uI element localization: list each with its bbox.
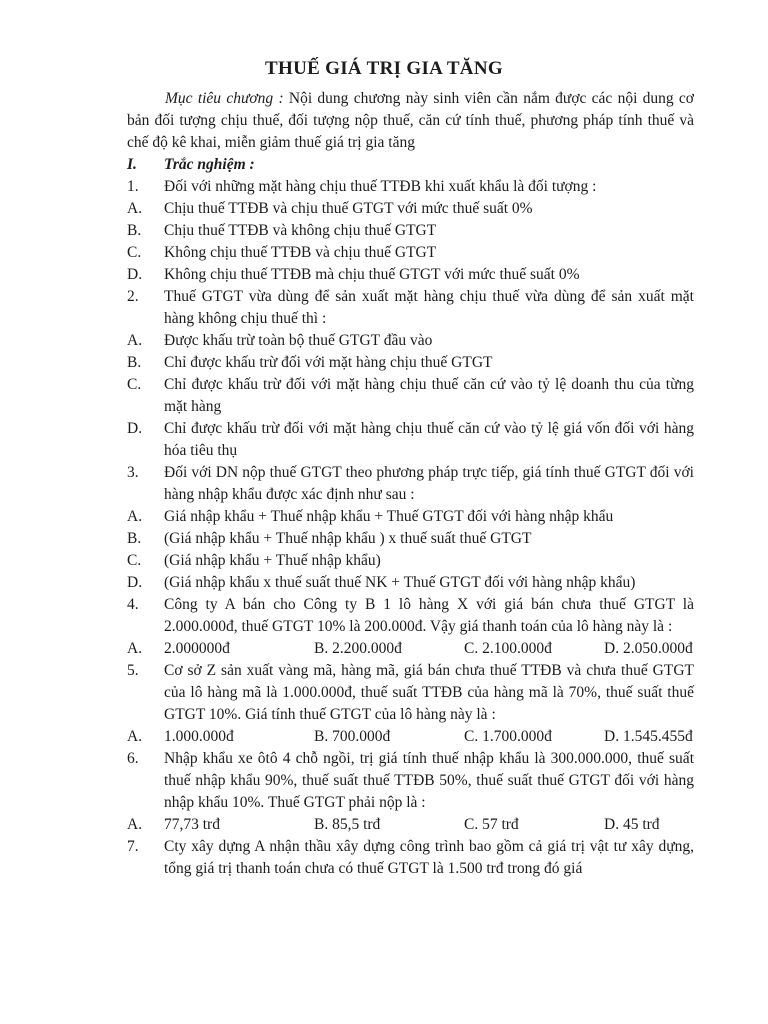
question-1: 1. Đối với những mặt hàng chịu thuế TTĐB khi xuất khẩu là đối tượng : bbox=[0, 176, 768, 198]
question-text: Cơ sở Z sản xuất vàng mã, hàng mã, giá bán chưa thuế TTĐB và chưa thuế GTGT của lô hàng mã là 1.000.000đ, thuế suất TTĐB của hàng mã là 70%, thuế suất thuế GTGT 10%. Giá tính thuế GTGT của lô hàng này là : bbox=[164, 662, 694, 723]
option: D. 1.545.455đ bbox=[604, 728, 693, 745]
option: C. 1.700.000đ bbox=[464, 728, 552, 745]
option: D. Không chịu thuế TTĐB mà chịu thuế GTGT với mức thuế suất 0% bbox=[127, 266, 580, 283]
section-number: I. bbox=[127, 156, 137, 173]
option: 1.000.000đ bbox=[164, 728, 234, 745]
page-title: THUẾ GIÁ TRỊ GIA TĂNG bbox=[265, 58, 503, 79]
inline-options: A. 2.000000đ B. 2.200.000đ C. 2.100.000đ D. 2.050.000đ bbox=[0, 638, 768, 660]
option: C. 2.100.000đ bbox=[464, 640, 552, 657]
question-2: 2. Thuế GTGT vừa dùng để sản xuất mặt hàng chịu thuế vừa dùng để sản xuất mặt hàng không chịu thuế thì : bbox=[0, 286, 768, 330]
option: D. (Giá nhập khẩu x thuế suất thuế NK + Thuế GTGT đối với hàng nhập khẩu) bbox=[127, 574, 636, 591]
option: C. (Giá nhập khẩu + Thuế nhập khẩu) bbox=[127, 552, 381, 569]
question-7: 7. Cty xây dựng A nhận thầu xây dựng công trình bao gồm cả giá trị vật tư xây dựng, tổng giá trị thanh toán chưa có thuế GTGT là 1.500 trđ trong đó giá bbox=[0, 836, 768, 880]
option: B. 2.200.000đ bbox=[314, 640, 402, 657]
question-text: Đối với DN nộp thuế GTGT theo phương pháp trực tiếp, giá tính thuế GTGT đối với hàng nhập khẩu được xác định như sau : bbox=[164, 464, 694, 503]
option: C. Không chịu thuế TTĐB và chịu thuế GTGT bbox=[127, 244, 437, 261]
objective-text: Nội dung chương này sinh viên cần nắm được các nội dung cơ bản đối tượng chịu thuế, đối tượng nộp thuế, căn cứ tính thuế, phương pháp tính thuế và chế độ kê khai, miễn giảm thuế giá trị gia tăng bbox=[127, 90, 695, 151]
section-heading bbox=[0, 154, 768, 176]
option: D. 2.050.000đ bbox=[604, 640, 693, 657]
question-6: 6. Nhập khẩu xe ôtô 4 chỗ ngồi, trị giá tính thuế nhập khẩu là 300.000.000, thuế suất thuế nhập khẩu 90%, thuế suất thuế TTĐB 50%, thuế suất thuế GTGT đối với hàng nhập khẩu 10%. Thuế GTGT phải nộp là : bbox=[0, 748, 768, 814]
option: B. Chỉ được khấu trừ đối với mặt hàng chịu thuế GTGT bbox=[127, 354, 493, 371]
option: A. Được khấu trừ toàn bộ thuế GTGT đầu vào bbox=[127, 332, 433, 349]
question-text: Nhập khẩu xe ôtô 4 chỗ ngồi, trị giá tính thuế nhập khẩu là 300.000.000, thuế suất thuế nhập khẩu 90%, thuế suất thuế TTĐB 50%, thuế suất thuế GTGT đối với hàng nhập khẩu 10%. Thuế GTGT phải nộp là : bbox=[164, 750, 694, 811]
question-4: 4. Công ty A bán cho Công ty B 1 lô hàng X với giá bán chưa thuế GTGT là 2.000.000đ, thuế GTGT 10% là 200.000đ. Vậy giá thanh toán của lô hàng này là : bbox=[0, 594, 768, 638]
question-5: 5. Cơ sở Z sản xuất vàng mã, hàng mã, giá bán chưa thuế TTĐB và chưa thuế GTGT của lô hàng mã là 1.000.000đ, thuế suất TTĐB của hàng mã là 70%, thuế suất thuế GTGT 10%. Giá tính thuế GTGT của lô hàng này là : bbox=[0, 660, 768, 726]
option: B. 700.000đ bbox=[314, 728, 391, 745]
option: 77,73 trđ bbox=[164, 816, 220, 833]
question-text: Công ty A bán cho Công ty B 1 lô hàng X với giá bán chưa thuế GTGT là 2.000.000đ, thuế GTGT 10% là 200.000đ. Vậy giá thanh toán của lô hàng này là : bbox=[164, 596, 694, 635]
option: C. Chỉ được khấu trừ đối với mặt hàng chịu thuế căn cứ vào tỷ lệ doanh thu của từng mặt hàng bbox=[127, 376, 694, 415]
option: A. Giá nhập khẩu + Thuế nhập khẩu + Thuế GTGT đối với hàng nhập khẩu bbox=[127, 508, 614, 525]
objective-label: Mục tiêu chương : bbox=[165, 90, 284, 107]
option: B. Chịu thuế TTĐB và không chịu thuế GTGT bbox=[127, 222, 437, 239]
option: 2.000000đ bbox=[164, 640, 230, 657]
option: B. 85,5 trđ bbox=[314, 816, 381, 833]
inline-options: A. 77,73 trđ B. 85,5 trđ C. 57 trđ D. 45 trđ bbox=[0, 814, 768, 836]
option: A. Chịu thuế TTĐB và chịu thuế GTGT với mức thuế suất 0% bbox=[127, 200, 533, 217]
option: C. 57 trđ bbox=[464, 816, 519, 833]
objective-paragraph bbox=[127, 88, 694, 154]
question-text: Cty xây dựng A nhận thầu xây dựng công trình bao gồm cả giá trị vật tư xây dựng, tổng giá trị thanh toán chưa có thuế GTGT là 1.500 trđ trong đó giá bbox=[164, 838, 694, 877]
option: D. Chỉ được khấu trừ đối với mặt hàng chịu thuế căn cứ vào tỷ lệ giá vốn đối với hàng hóa tiêu thụ bbox=[127, 420, 694, 459]
section-label: Trắc nghiệm : bbox=[164, 156, 255, 173]
option: B. (Giá nhập khẩu + Thuế nhập khẩu ) x thuế suất thuế GTGT bbox=[127, 530, 532, 547]
question-text: Thuế GTGT vừa dùng để sản xuất mặt hàng chịu thuế vừa dùng để sản xuất mặt hàng không chịu thuế thì : bbox=[164, 288, 694, 327]
question-text: Đối với những mặt hàng chịu thuế TTĐB khi xuất khẩu là đối tượng : bbox=[164, 178, 597, 195]
question-3: 3. Đối với DN nộp thuế GTGT theo phương pháp trực tiếp, giá tính thuế GTGT đối với hàng nhập khẩu được xác định như sau : bbox=[0, 462, 768, 506]
option: D. 45 trđ bbox=[604, 816, 660, 833]
inline-options: A. 1.000.000đ B. 700.000đ C. 1.700.000đ D. 1.545.455đ bbox=[0, 726, 768, 748]
